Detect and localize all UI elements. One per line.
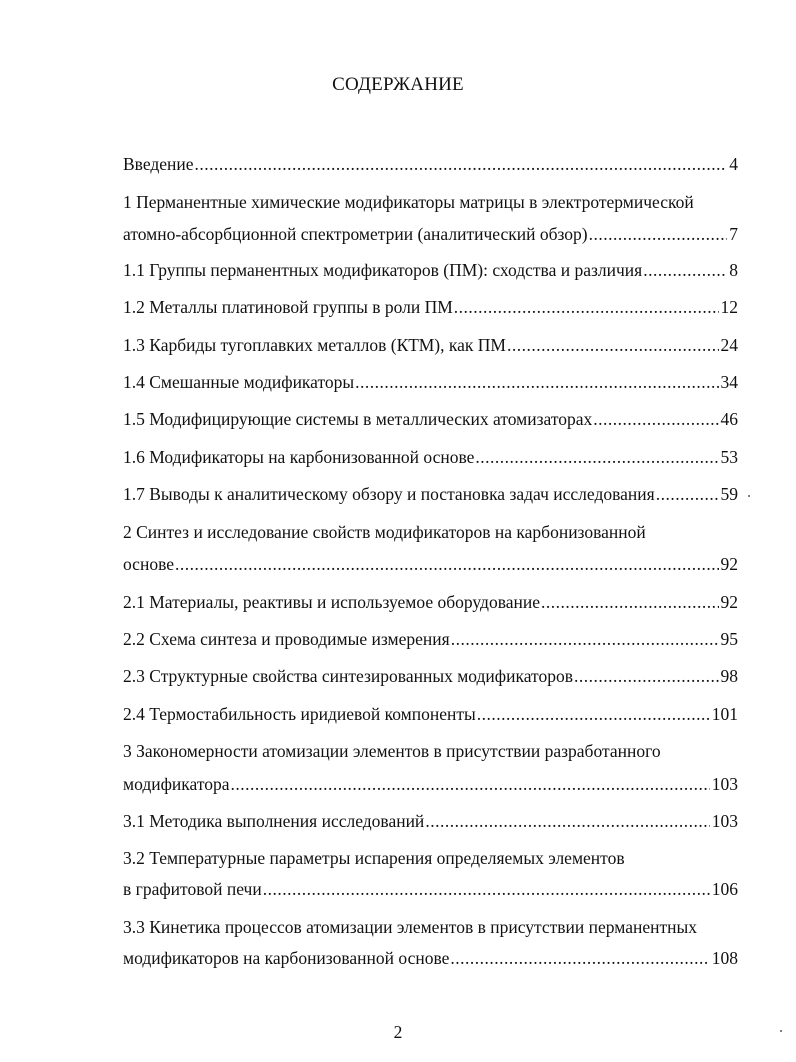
toc-entry-title: 1.4 Смешанные модификаторы	[123, 372, 355, 392]
toc-entry-title: в графитовой печи	[123, 879, 262, 899]
toc-entry-2-1[interactable]	[123, 590, 738, 614]
toc-entry-title: 1.6 Модификаторы на карбонизованной основе	[123, 447, 475, 467]
toc-entry-3-3-line1[interactable]: 3.3 Кинетика процессов атомизации элементов в присутствии перманентных	[123, 917, 698, 937]
toc-entry-page: 46	[720, 409, 738, 429]
toc-entry-page: 34	[720, 372, 738, 392]
toc-entry-title: 2.4 Термостабильность иридиевой компоненты	[123, 704, 476, 724]
toc-entry-title: основе	[123, 554, 174, 574]
toc-entry-title: 2.1 Материалы, реактивы и используемое оборудование	[123, 592, 541, 612]
toc-entry-page: 106	[711, 879, 738, 899]
toc-entry-page: 103	[711, 774, 738, 794]
dot-leader	[507, 333, 719, 357]
toc-entry-3-2[interactable]	[123, 877, 738, 901]
toc-entry-2-line1[interactable]: 2 Синтез и исследование свойств модификаторов на карбонизованной	[123, 522, 646, 542]
toc-entry-2-3[interactable]	[123, 664, 738, 688]
dot-leader	[231, 772, 710, 796]
dot-leader	[477, 702, 710, 726]
toc-entry-page: 24	[720, 335, 738, 355]
toc-entry-title: 2.3 Структурные свойства синтезированных модификаторов	[123, 666, 573, 686]
toc-entry-page: 7	[729, 224, 738, 244]
toc-entry-page: 8	[729, 260, 738, 280]
toc-entry-3-line1[interactable]: 3 Закономерности атомизации элементов в присутствии разработанного	[123, 741, 661, 761]
toc-entry-title: Введение	[123, 154, 194, 174]
toc-entry-2-2[interactable]	[123, 627, 738, 651]
dot-leader	[195, 152, 728, 176]
toc-entry-1-1[interactable]	[123, 258, 738, 282]
toc-entry-title: 1.3 Карбиды тугоплавких металлов (КТМ), как ПМ	[123, 335, 506, 355]
toc-entry-title: 1.1 Группы перманентных модификаторов (ПМ): сходства и различия	[123, 260, 643, 280]
toc-entry-3[interactable]	[123, 772, 738, 796]
dot-leader	[450, 946, 709, 970]
toc-entry-3-1[interactable]	[123, 809, 738, 833]
toc-entry-3-3[interactable]	[123, 946, 738, 970]
dot-leader	[589, 222, 728, 246]
toc-entry-title: модификатора	[123, 774, 230, 794]
toc-entry-title: 1.5 Модифицирующие системы в металлических атомизаторах	[123, 409, 593, 429]
toc-entry-title: атомно-абсорбционной спектрометрии (аналитический обзор)	[123, 224, 588, 244]
toc-entry-page: 101	[711, 704, 738, 724]
dot-leader	[454, 295, 719, 319]
toc-entry-page: 95	[720, 629, 738, 649]
toc-entry-page: 92	[720, 592, 738, 612]
page-number: 2	[393, 1022, 403, 1042]
page-title: СОДЕРЖАНИЕ	[332, 74, 464, 95]
toc-entry-title: модификаторов на карбонизованной основе	[123, 948, 450, 968]
toc-entry-page: 4	[729, 154, 738, 174]
toc-entry-title: 1.2 Металлы платиновой группы в роли ПМ	[123, 297, 453, 317]
toc-entry-1-4[interactable]	[123, 370, 738, 394]
toc-entry-page: 12	[720, 297, 738, 317]
dot-leader	[574, 664, 719, 688]
toc-entry-1-6[interactable]	[123, 445, 738, 469]
toc-entry-page: 108	[711, 948, 738, 968]
toc-entry-1-line1[interactable]: 1 Перманентные химические модификаторы матрицы в электротермической	[123, 192, 694, 212]
dot-leader	[541, 590, 718, 614]
toc-entry-intro[interactable]	[123, 152, 738, 176]
toc-entry-1-2[interactable]	[123, 295, 738, 319]
toc-entry-2[interactable]	[123, 552, 738, 576]
toc-entry-page: 103	[711, 811, 738, 831]
toc-entry-title: 3.1 Методика выполнения исследований	[123, 811, 425, 831]
toc-entry-page: 92	[720, 554, 738, 574]
dot-leader	[451, 627, 719, 651]
toc-entry-2-4[interactable]	[123, 702, 738, 726]
dot-leader	[656, 482, 719, 506]
scan-speck	[748, 495, 750, 497]
toc-entry-1-3[interactable]	[123, 333, 738, 357]
toc-entry-page: 53	[720, 447, 738, 467]
dot-leader	[425, 809, 709, 833]
toc-entry-1-7[interactable]	[123, 482, 738, 506]
dot-leader	[263, 877, 710, 901]
toc-entry-3-2-line1[interactable]: 3.2 Температурные параметры испарения определяемых элементов	[123, 848, 625, 868]
toc-entry-page: 59	[720, 484, 738, 504]
toc-entry-page: 98	[720, 666, 738, 686]
toc-entry-1-5[interactable]	[123, 407, 738, 431]
dot-leader	[175, 552, 719, 576]
dot-leader	[643, 258, 727, 282]
toc-entry-title: 2.2 Схема синтеза и проводимые измерения	[123, 629, 450, 649]
dot-leader	[593, 407, 718, 431]
dot-leader	[355, 370, 718, 394]
toc-entry-title: 1.7 Выводы к аналитическому обзору и постановка задач исследования	[123, 484, 655, 504]
toc-entry-1[interactable]	[123, 222, 738, 246]
dot-leader	[475, 445, 718, 469]
